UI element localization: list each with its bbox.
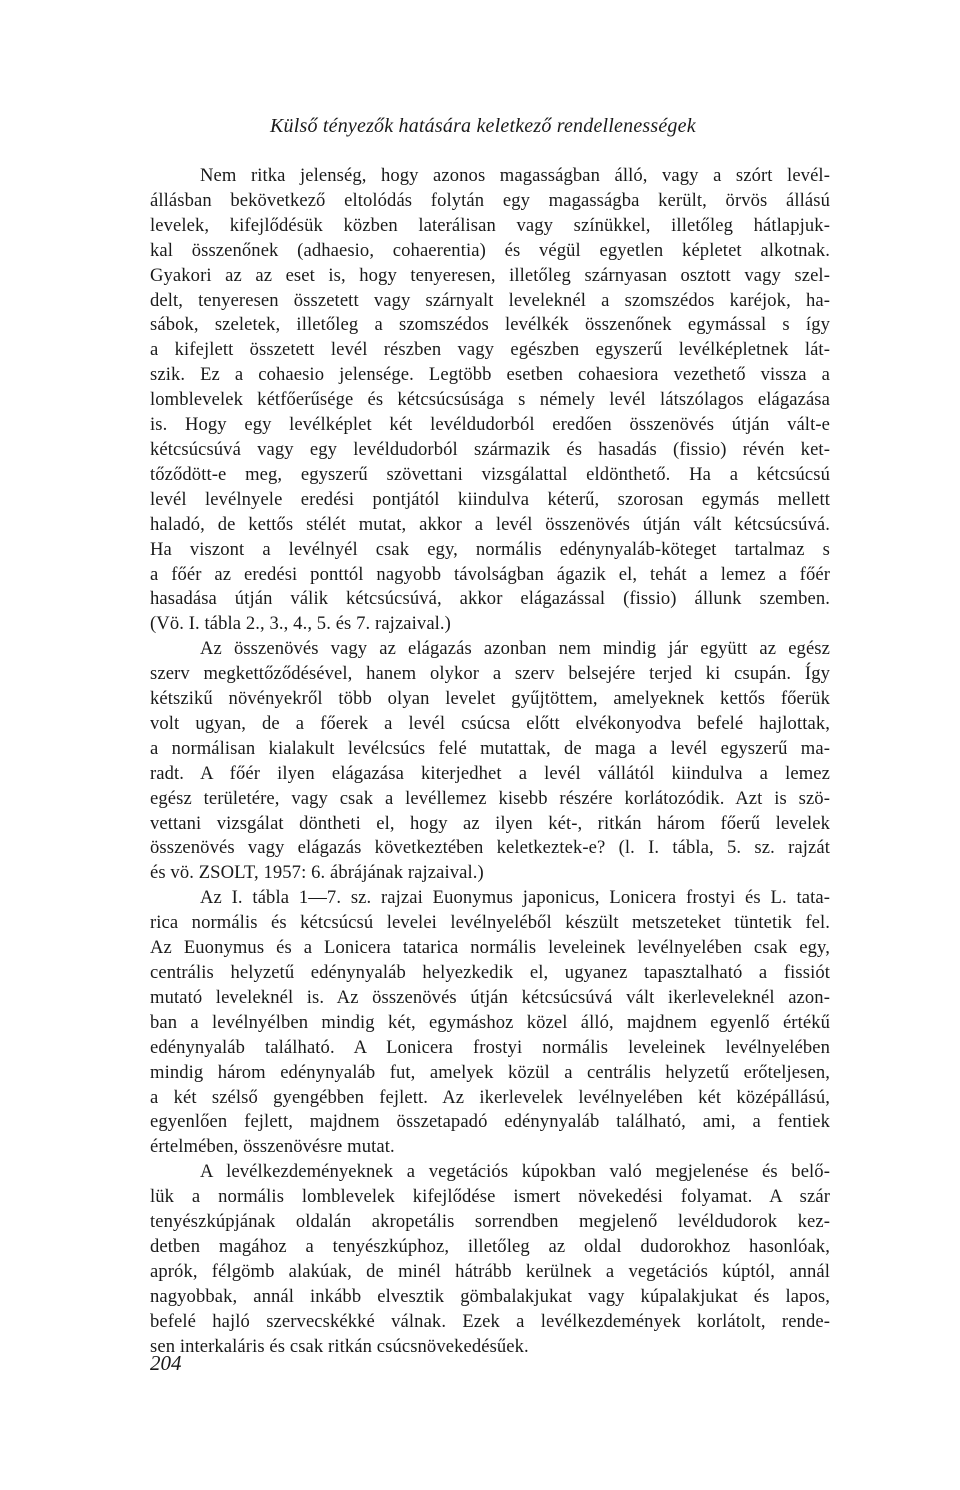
text-line: kal összenőnek (adhaesio, cohaerentia) és végül egyetlen képletet alkotnak.	[150, 239, 830, 261]
text-line: a normálisan kialakult levélcsúcs felé mutattak, de maga a levél egyszerű ma-	[150, 737, 830, 759]
text-line: Az I. tábla 1—7. sz. rajzai Euonymus japonicus, Lonicera frostyi és L. tata-	[200, 887, 830, 909]
text-line: egyenlően fejlett, majdnem összetapadó edénynyaláb található, ami, a fentiek	[150, 1111, 830, 1133]
text-line: sábok, szeletek, illetőleg a szomszédos levélkék összenőnek egymással s így	[150, 314, 830, 336]
page-number: 204	[150, 1351, 182, 1375]
text-line: szerv megkettőződésével, hanem olykor a szerv belsejére terjed ki csupán. Így	[150, 663, 830, 685]
text-line: értelmében, összenövésre mutat.	[150, 1136, 395, 1158]
text-line: is. Hogy egy levélképlet két levéldudorból eredően összenövés útján vált-e	[150, 414, 830, 436]
text-line: összenövés vagy elágazás következtében keletkeztek-e? (l. I. tábla, 5. sz. rajzát	[150, 837, 830, 859]
page-body	[150, 112, 830, 1360]
text-line: vettani vizsgálat döntheti el, hogy az ilyen két-, ritkán három főerű levelek	[150, 812, 830, 834]
text-line: Nem ritka jelenség, hogy azonos magasságban álló, vagy a szórt levél-	[200, 165, 830, 186]
text-line: volt ugyan, de a főerek a levél csúcsa előtt elvékonyodva befelé hajlottak,	[150, 712, 830, 734]
text-line: delt, tenyeresen összetett vagy szárnyalt leveleknél a szomszédos karéjok, ha-	[150, 289, 830, 311]
text-line: lomblevelek kétfőerűsége és kétcsúcsúsága s némely levél látszólagos elágazása	[150, 389, 830, 411]
text-line: levelek, kifejlődésük közben laterálisan vagy színükkel, illetőleg hátlapjuk-	[150, 214, 830, 236]
text-line: detben magához a tenyészkúphoz, illetőleg az oldal dudorokhoz hasonlóak,	[150, 1235, 830, 1257]
text-line: egész területére, vagy csak a levéllemez kisebb részére korlátozódik. Azt is szö-	[150, 787, 830, 809]
section-heading: Külső tényezők hatására keletkező rendellenességek	[270, 115, 696, 137]
text-line: a főér az eredési ponttól nagyobb távolságban ágazik el, tehát a lemez a főér	[150, 563, 830, 585]
text-line: kétcsúcsúvá vagy egy levéldudorból származik és hasadás (fissio) révén ket-	[150, 438, 830, 460]
text-line: Ha viszont a levélnyél csak egy, normális edénynyaláb-köteget tartalmaz s	[150, 538, 830, 560]
text-line: (Vö. I. tábla 2., 3., 4., 5. és 7. rajzaival.)	[150, 613, 451, 635]
text-line: ban a levélnyélben mindig két, egymáshoz közel álló, majdnem egyenlő értékű	[150, 1011, 830, 1033]
text-line: mindig három edénynyaláb fut, amelyek közül a centrális helyzetű erőteljesen,	[150, 1061, 830, 1083]
text-line: hasadása útján válik kétcsúcsúvá, akkor elágazással (fissio) állunk szemben.	[150, 588, 830, 610]
text-line: kétszikű növényekről több olyan levelet gyűjtöttem, amelyeknek kettős főerük	[150, 688, 830, 710]
text-line: nagyobbak, annál inkább elvesztik gömbalakjukat vagy kúpalakjukat és lapos,	[150, 1285, 830, 1307]
text-body	[150, 164, 830, 1360]
text-line: Gyakori az az eset is, hogy tenyeresen, illetőleg szárnyasan osztott vagy szel-	[150, 264, 830, 286]
text-line: Az összenövés vagy az elágazás azonban nem mindig jár együtt az egész	[200, 638, 830, 660]
text-line: állásban bekövetkező eltolódás folytán egy magasságba került, örvös állású	[150, 189, 830, 211]
text-line: tőződött-e meg, egyszerű szövettani vizsgálattal eldönthető. Ha a kétcsúcsú	[150, 463, 830, 485]
text-line: sen interkaláris és csak ritkán csúcsnövekedésűek.	[150, 1335, 529, 1357]
text-line: aprók, félgömb alakúak, de minél hátrább kerülnek a vegetációs kúptól, annál	[150, 1260, 830, 1282]
text-line: haladó, de kettős stélét mutat, akkor a levél összenövés útján vált kétcsúcsúvá.	[150, 513, 830, 535]
text-line: a két szélső gyengébben fejlett. Az ikerlevelek levélnyelében két középállású,	[150, 1086, 830, 1108]
text-line: mutató leveleknél is. Az összenövés útján kétcsúcsúvá vált ikerleveleknél azon-	[150, 986, 830, 1008]
text-line: centrális helyzetű edénynyaláb helyezkedik el, ugyanez tapasztalható a fissiót	[150, 962, 830, 983]
text-line: Az Euonymus és a Lonicera tatarica normális leveleinek levélnyelében csak egy,	[150, 937, 830, 959]
text-line: tenyészkúpjának oldalán akropetális sorrendben megjelenő levéldudorok kez-	[150, 1211, 830, 1233]
text-line: radt. A főér ilyen elágazása kiterjedhet a levél vállától kiindulva a lemez	[150, 762, 830, 784]
text-line: lük a normális lomblevelek kifejlődése ismert növekedési folyamat. A szár	[150, 1186, 830, 1208]
text-line: a kifejlett összetett levél részben vagy egészben egyszerű levélképletnek lát-	[150, 339, 830, 361]
text-line: edénynyaláb található. A Lonicera frostyi normális leveleinek levélnyelében	[150, 1036, 830, 1058]
text-line: A levélkezdeményeknek a vegetációs kúpokban való megjelenése és belő-	[200, 1161, 830, 1183]
text-line: rica normális és kétcsúcsú levelei levélnyeléből készült metszeteket tüntetik fel.	[150, 912, 830, 934]
text-line: befelé hajló szervecskékké válnak. Ezek a levélkezdemények korlátolt, rende-	[150, 1310, 830, 1332]
text-line: és vö. ZSOLT, 1957: 6. ábrájának rajzaival.)	[150, 862, 484, 884]
text-line: szik. Ez a cohaesio jelensége. Legtöbb esetben cohaesiora vezethető vissza a	[150, 364, 830, 386]
text-line: levél levélnyele eredési pontjától kiindulva kéterű, szorosan egymás mellett	[150, 488, 830, 510]
